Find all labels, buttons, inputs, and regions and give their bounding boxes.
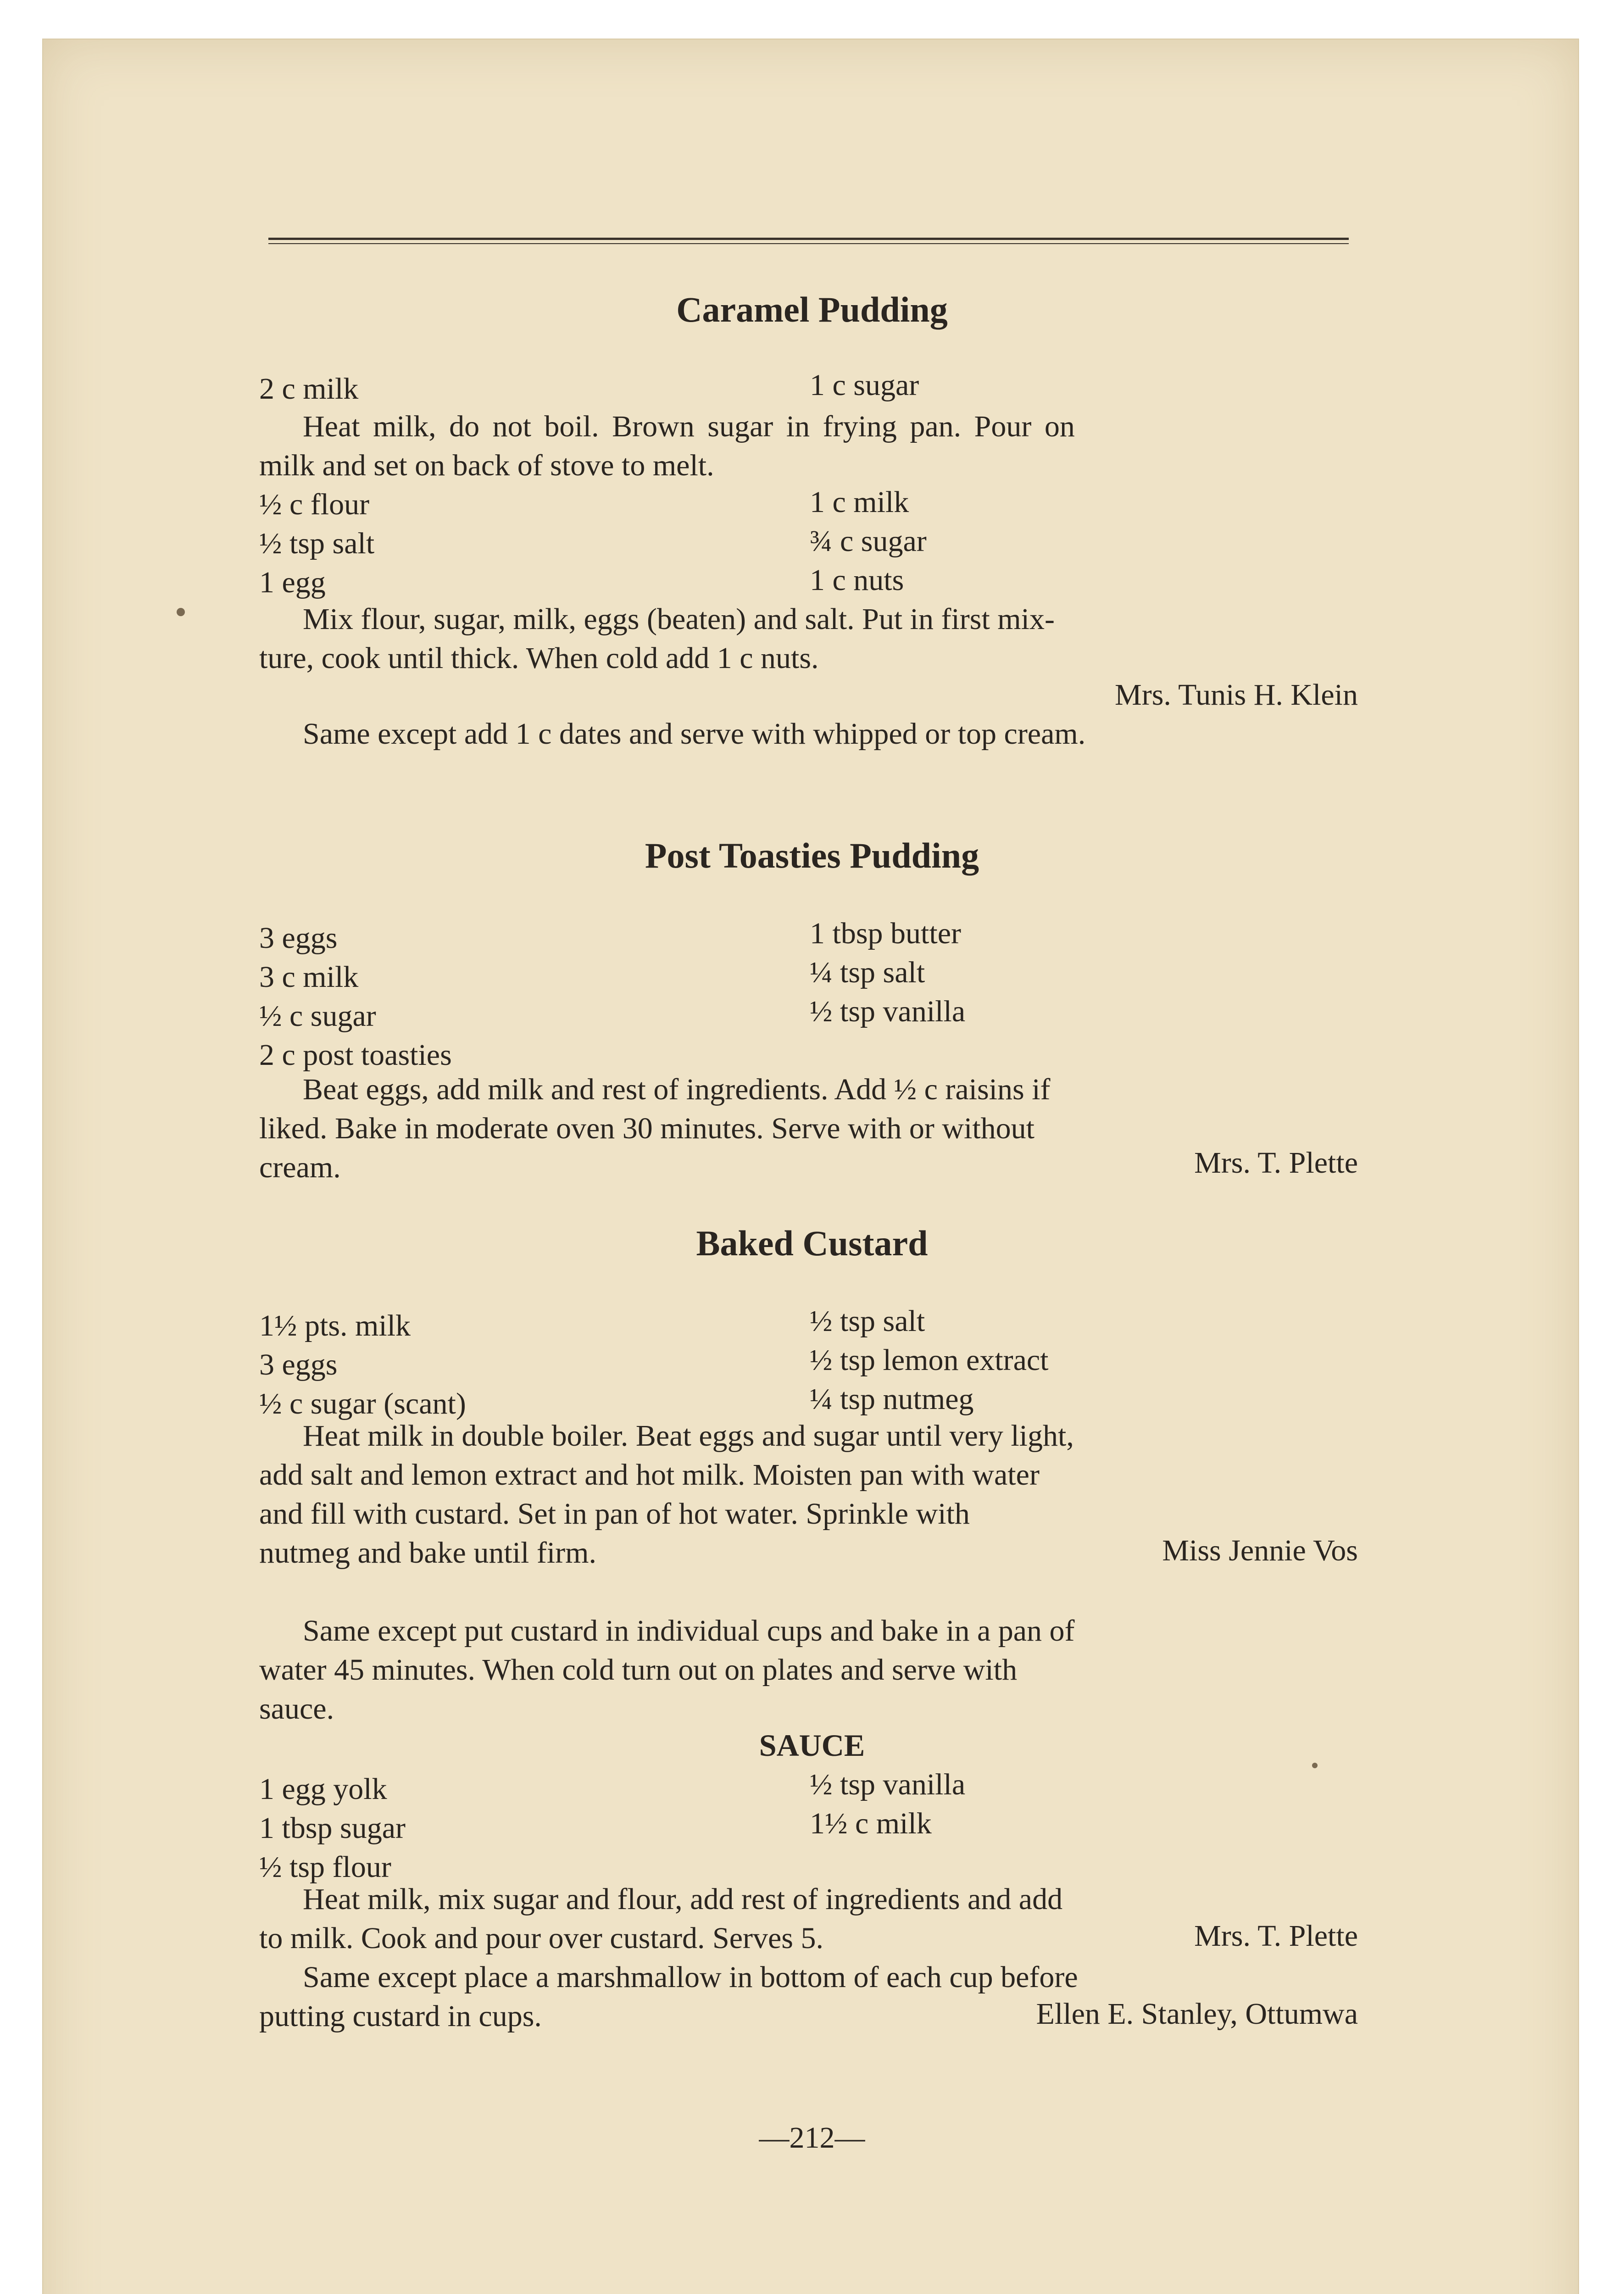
direction-line: milk and set on back of stove to melt. xyxy=(259,449,714,482)
baked-custard-title: Baked Custard xyxy=(696,1223,928,1263)
direction-line: add salt and lemon extract and hot milk. Moisten pan with water xyxy=(259,1458,1040,1492)
direction-line: Heat milk, do not boil. Brown sugar in frying pan. Pour on xyxy=(303,410,1075,443)
author: Mrs. Tunis H. Klein xyxy=(1115,678,1358,712)
top-rule-thin xyxy=(268,243,1349,244)
direction-line: Heat milk, mix sugar and flour, add rest of ingredients and add xyxy=(303,1882,1063,1916)
paper-speck xyxy=(177,608,185,616)
ingredient: 1 c milk xyxy=(810,485,909,519)
variation-line: sauce. xyxy=(259,1692,334,1726)
top-rule xyxy=(268,238,1349,240)
caramel-title: Caramel Pudding xyxy=(676,290,948,329)
ingredient: 1 egg xyxy=(259,566,326,599)
ingredient: ¼ tsp salt xyxy=(810,956,925,989)
direction-line: ture, cook until thick. When cold add 1 c nuts. xyxy=(259,641,819,675)
author: Mrs. T. Plette xyxy=(1194,1146,1358,1180)
page-number: —212— xyxy=(759,2121,865,2155)
variation-line: Same except add 1 c dates and serve with whipped or top cream. xyxy=(303,717,1086,751)
author: Mrs. T. Plette xyxy=(1194,1919,1358,1953)
variation-line: putting custard in cups. xyxy=(259,1999,542,2033)
ingredient: ½ c sugar xyxy=(259,999,376,1033)
ingredient: ½ tsp vanilla xyxy=(810,995,966,1028)
ingredient: 2 c milk xyxy=(259,372,359,406)
direction-line: liked. Bake in moderate oven 30 minutes. Serve with or without xyxy=(259,1112,1034,1145)
variation-line: Same except put custard in individual cups and bake in a pan of xyxy=(303,1614,1075,1648)
ingredient: ½ tsp salt xyxy=(810,1304,925,1338)
direction-line: Heat milk in double boiler. Beat eggs and sugar until very light, xyxy=(303,1419,1074,1453)
ingredient: ½ tsp flour xyxy=(259,1850,391,1884)
paper-speck xyxy=(1312,1763,1318,1768)
author: Miss Jennie Vos xyxy=(1162,1534,1358,1567)
direction-line: nutmeg and bake until firm. xyxy=(259,1536,596,1570)
ingredient: ½ c flour xyxy=(259,488,370,521)
post-toasties-title: Post Toasties Pudding xyxy=(645,835,979,875)
ingredient: ½ c sugar (scant) xyxy=(259,1387,466,1420)
ingredient: ½ tsp salt xyxy=(259,527,375,560)
ingredient: ½ tsp vanilla xyxy=(810,1768,966,1801)
ingredient: 1 tbsp sugar xyxy=(259,1811,406,1845)
ingredient: 2 c post toasties xyxy=(259,1038,452,1072)
direction-line: to milk. Cook and pour over custard. Serves 5. xyxy=(259,1921,823,1955)
direction-line: and fill with custard. Set in pan of hot water. Sprinkle with xyxy=(259,1497,970,1531)
ingredient: 1 tbsp butter xyxy=(810,917,961,950)
variation-line: water 45 minutes. When cold turn out on plates and serve with xyxy=(259,1653,1018,1687)
sauce-title: SAUCE xyxy=(759,1728,865,1763)
ingredient: 1½ c milk xyxy=(810,1807,932,1840)
ingredient: ¾ c sugar xyxy=(810,524,927,558)
ingredient: 1 c sugar xyxy=(810,368,919,402)
author: Ellen E. Stanley, Ottumwa xyxy=(1036,1997,1358,2031)
ingredient: 1½ pts. milk xyxy=(259,1309,411,1342)
ingredient: 3 eggs xyxy=(259,921,338,955)
ingredient: ¼ tsp nutmeg xyxy=(810,1382,974,1416)
ingredient: ½ tsp lemon extract xyxy=(810,1343,1049,1377)
ingredient: 3 c milk xyxy=(259,960,359,994)
ingredient: 1 egg yolk xyxy=(259,1772,387,1806)
ingredient: 1 c nuts xyxy=(810,563,904,597)
ingredient: 3 eggs xyxy=(259,1348,338,1381)
direction-line: cream. xyxy=(259,1151,341,1184)
direction-line: Beat eggs, add milk and rest of ingredients. Add ½ c raisins if xyxy=(303,1073,1051,1106)
direction-line: Mix flour, sugar, milk, eggs (beaten) and salt. Put in first mix- xyxy=(303,602,1055,636)
variation-line: Same except place a marshmallow in bottom of each cup before xyxy=(303,1960,1078,1994)
